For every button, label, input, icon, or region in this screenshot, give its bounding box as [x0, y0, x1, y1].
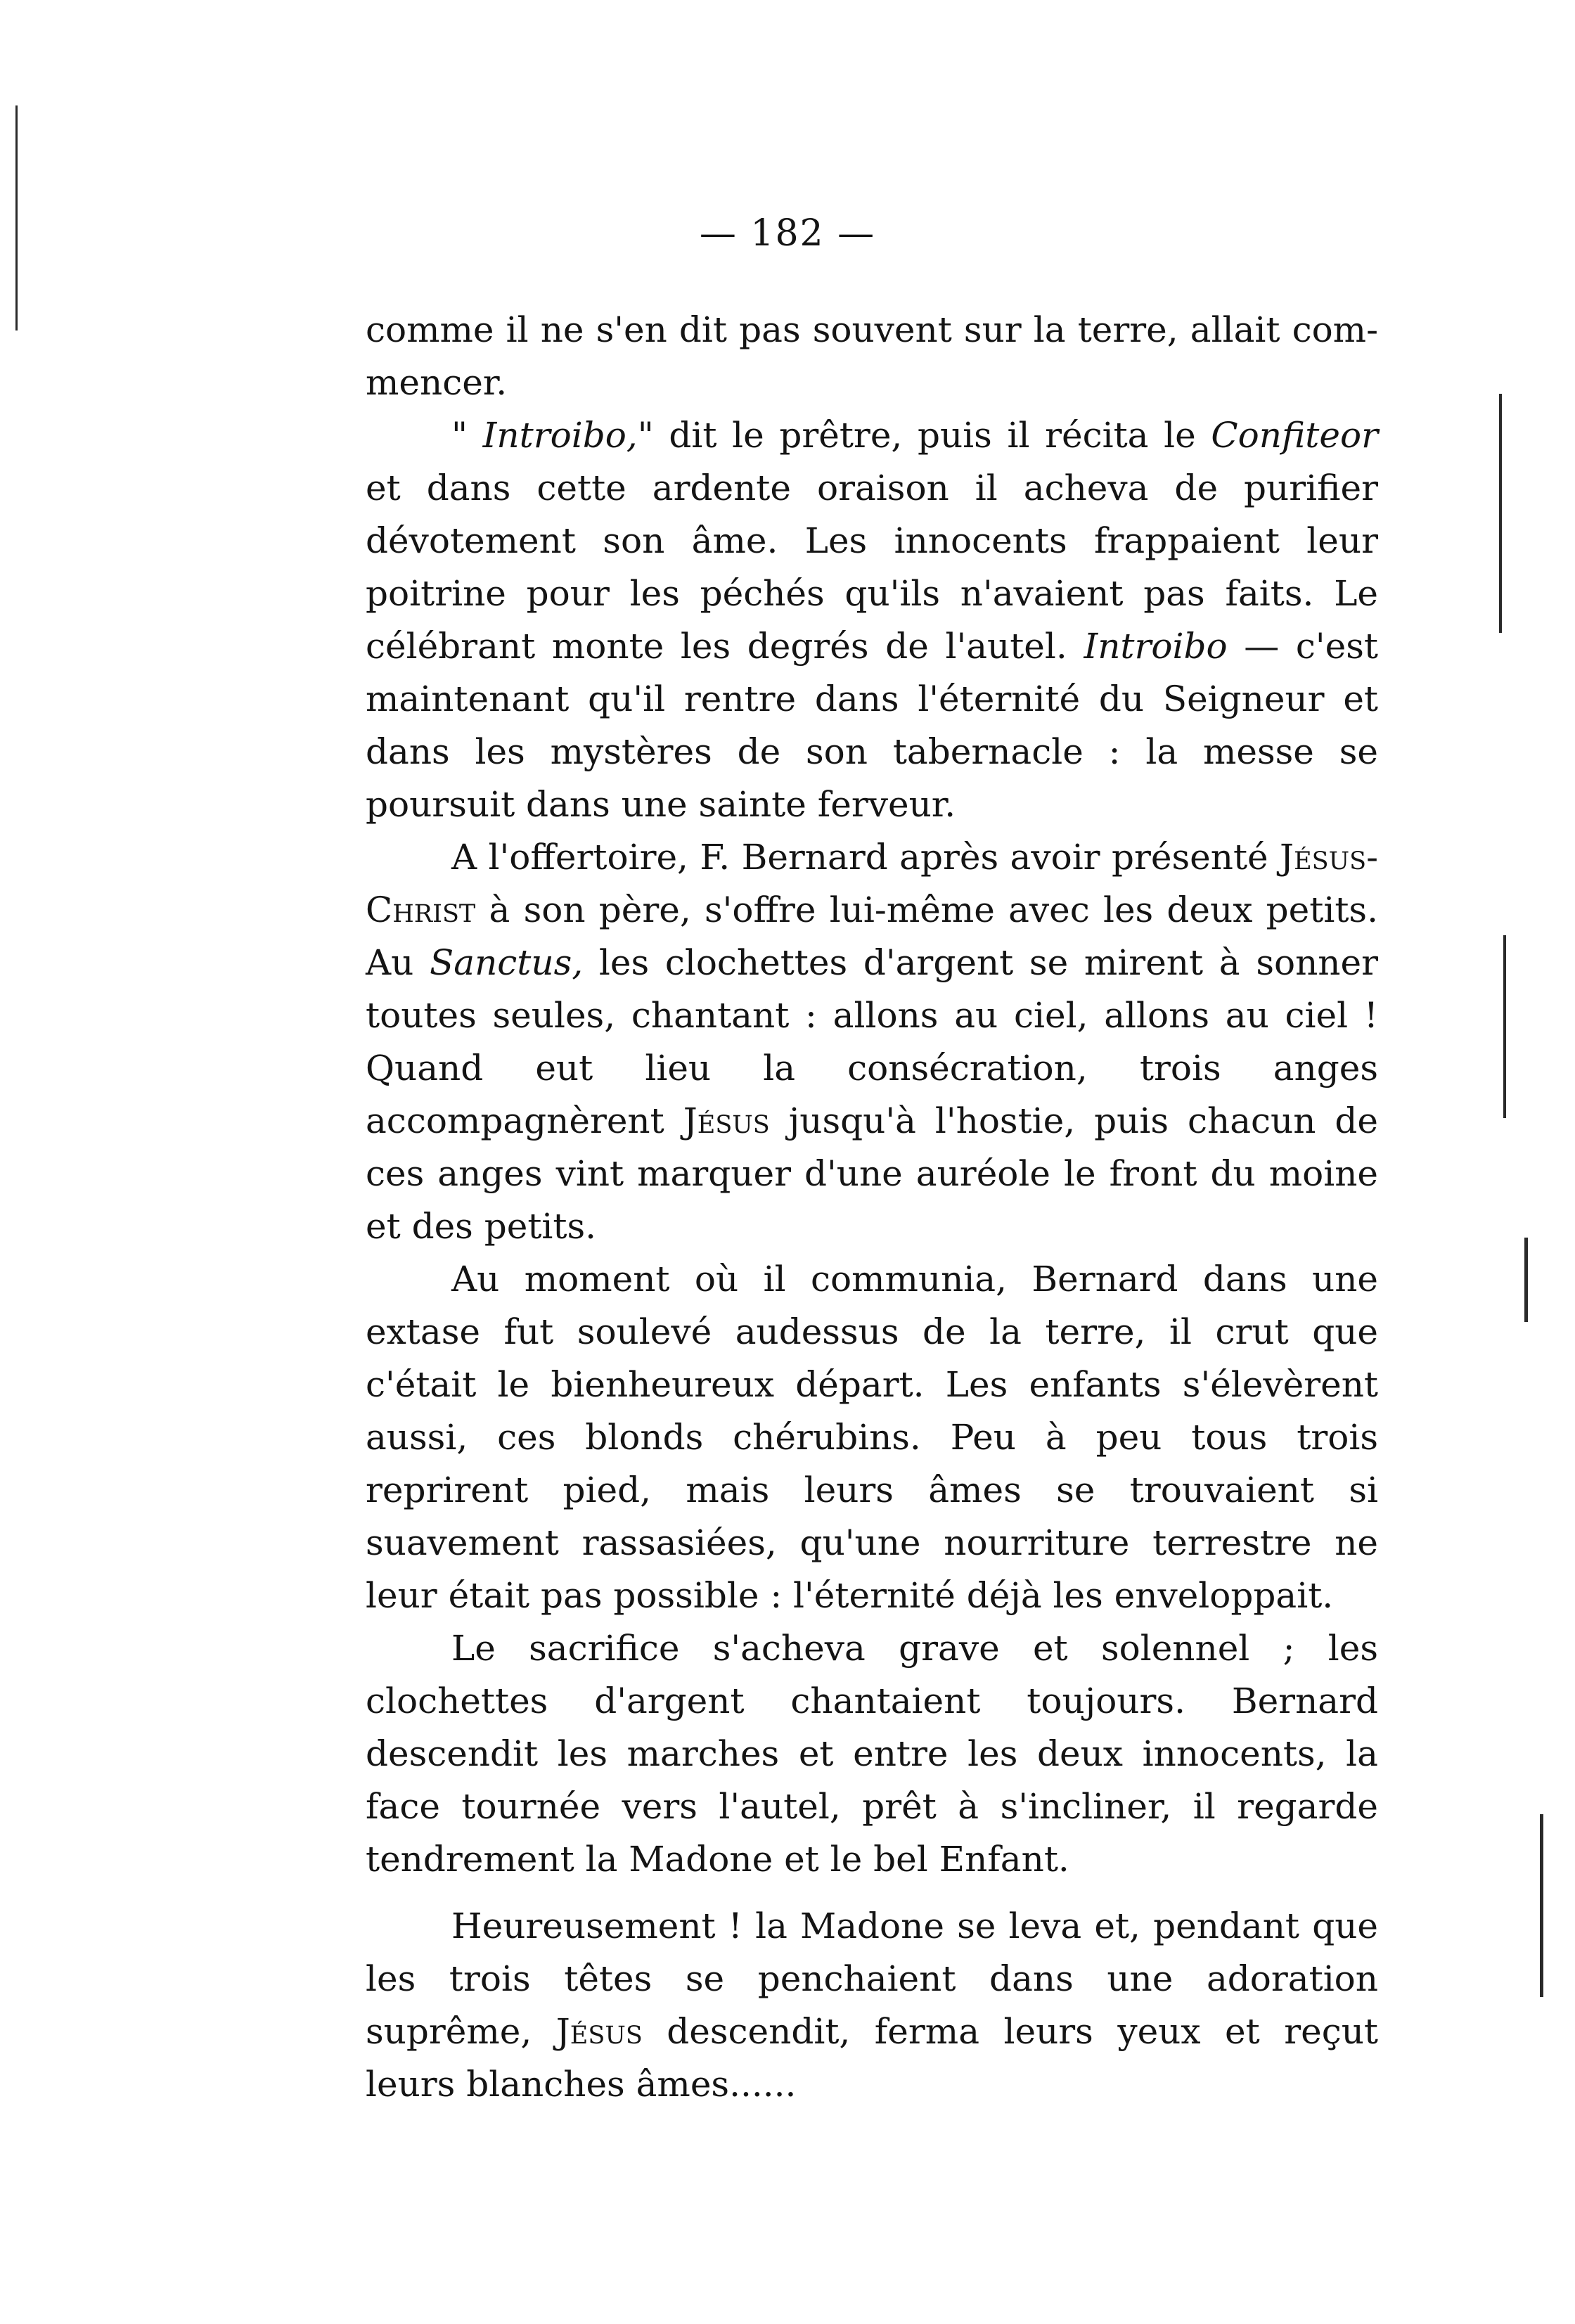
- text-segment: Introibo,: [482, 415, 638, 456]
- text-segment: " dit le prêtre, puis il récita le: [637, 415, 1211, 456]
- paragraph-5: [366, 1622, 1378, 1886]
- text-segment: Jésus: [555, 2011, 643, 2052]
- scan-mark: [1540, 1814, 1543, 1997]
- text-segment: Confiteor: [1211, 415, 1378, 456]
- paragraph-3: [366, 831, 1378, 1253]
- paragraph-2: [366, 409, 1378, 831]
- text-segment: Sanctus,: [430, 942, 584, 983]
- text-segment: Le sacrifice s'acheva grave et solennel ; les clochettes d'argent chantaient toujours. Bernard descendit les marches et entre les deux innocents, la face tournée vers l'autel, prêt à s'incliner, il regarde tendrement la Madone et le bel Enfant.: [366, 1628, 1378, 1880]
- text-segment: ": [451, 415, 483, 456]
- paragraph-4: [366, 1253, 1378, 1622]
- body-text: [366, 304, 1378, 2111]
- paragraph-1: [366, 304, 1378, 409]
- text-segment: Heureusement ! la Madone se leva et, pendant que les trois têtes se penchaient dans une adoration suprême,: [366, 1906, 1378, 2052]
- text-segment: — c'est maintenant qu'il rentre dans l'éternité du Seigneur et dans les mystères de son tabernacle : la messe se poursuit dans une sainte ferveur.: [366, 626, 1378, 825]
- text-segment: jusqu'à l'hostie, puis chacun de ces anges vint marquer d'une auréole le front du moine et des petits.: [366, 1100, 1379, 1247]
- page-number: — 182 —: [699, 212, 876, 255]
- text-segment: Au moment où il communia, Bernard dans une extase fut soulevé audessus de la terre, il crut que c'était le bienheureux départ. Les enfants s'élevèrent aussi, ces blonds chérubins. Peu à peu tous trois reprirent pied, mais leurs âmes se trouvaient si suavement rassasiées, qu'une nourriture terrestre ne leur était pas possible : l'éternité déjà les enveloppait.: [366, 1259, 1378, 1616]
- text-segment: Introibo: [1084, 626, 1228, 667]
- text-segment: et dans cette ardente oraison il acheva de purifier dévotement son âme. Les innocents frappaient leur poitrine pour les péchés qu'ils n'avaient pas faits. Le célébrant monte les degrés de l'autel.: [366, 468, 1378, 667]
- text-segment: comme il ne s'en dit pas souvent sur la terre, allait commencer.: [366, 309, 1378, 403]
- scan-mark: [1524, 1238, 1528, 1322]
- text-segment: descendit, ferma leurs yeux et reçut leurs blanches âmes......: [366, 2011, 1379, 2105]
- scan-mark: [1499, 394, 1502, 633]
- paragraph-6: [366, 1900, 1378, 2111]
- text-segment: Jésus-Christ: [366, 837, 1378, 930]
- scan-mark: [1503, 935, 1506, 1118]
- text-segment: à son père, s'offre lui-même avec les deux petits. Au: [366, 890, 1378, 983]
- text-segment: A l'offertoire, F. Bernard après avoir présenté: [451, 837, 1280, 878]
- text-segment: Jésus: [683, 1100, 770, 1141]
- scan-mark: [15, 105, 18, 330]
- text-segment: les clochettes d'argent se mirent à sonner toutes seules, chantant : allons au ciel, allons au ciel ! Quand eut lieu la consécration, trois anges accompagnèrent: [366, 942, 1378, 1141]
